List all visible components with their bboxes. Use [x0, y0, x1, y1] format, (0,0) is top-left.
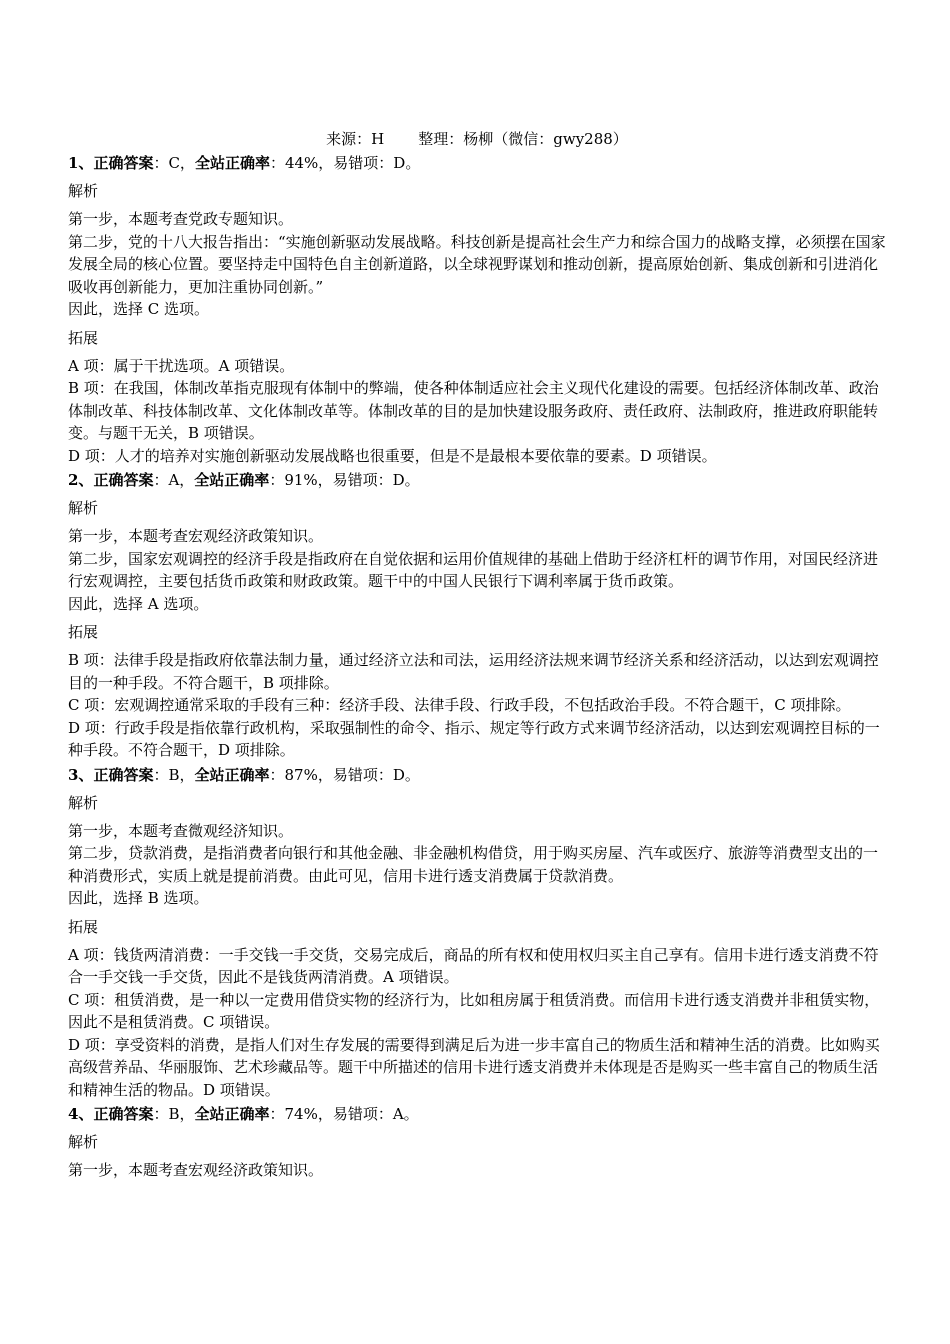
- question-block: [68, 1103, 886, 1182]
- analysis-paragraph: 第二步，国家宏观调控的经济手段是指政府在自觉依据和运用价值规律的基础上借助于经济杠杆的调节作用，对国民经济进行宏观调控，主要包括货币政策和财政政策。题干中的中国人民银行下调利率属于货币政策。: [68, 549, 879, 590]
- analysis-paragraph: 因此，选择 A 选项。: [68, 594, 209, 613]
- extension-paragraph: D 项：行政手段是指依靠行政机构，采取强制性的命令、指示、规定等行政方式来调节经济活动，以达到宏观调控目标的一种手段。不符合题干，D 项排除。: [68, 718, 880, 759]
- extension-paragraph: A 项：属于干扰选项。A 项错误。: [68, 356, 295, 375]
- extension-heading: 拓展: [68, 917, 99, 936]
- extension-paragraph: A 项：钱货两清消费：一手交钱一手交货，交易完成后，商品的所有权和使用权归买主自己享有。信用卡进行透支消费不符合一手交钱一手交货，因此不是钱货两清消费。A 项错误。: [68, 945, 879, 986]
- accuracy-value: ：74%，易错项：A。: [269, 1105, 419, 1123]
- extension-heading: 拓展: [68, 623, 99, 641]
- extension-paragraph: D 项：享受资料的消费，是指人们对生存发展的需要得到满足后为进一步丰富自己的物质生活和精神生活的消费。比如购买高级营养品、华丽服饰、艺术珍藏品等。题干中所描述的信用卡进行透支消费并未体现是否是购买一些丰富自己的物质生活和精神生活的物品。D 项错误。: [68, 1035, 880, 1099]
- question-number: 2、: [68, 471, 94, 489]
- analysis-heading: 解析: [68, 499, 99, 517]
- question-block: [68, 469, 886, 762]
- analysis-paragraph: 第二步，贷款消费，是指消费者向银行和其他金融、非金融机构借贷，用于购买房屋、汽车或医疗、旅游等消费型支出的一种消费形式，实质上就是提前消费。由此可见，信用卡进行透支消费属于贷款消费。: [68, 844, 879, 885]
- analysis-heading: 解析: [68, 182, 99, 200]
- answer-line: [68, 764, 886, 786]
- extension-paragraph: D 项：人才的培养对实施创新驱动发展战略也很重要，但是不是最根本要依靠的要素。D 项错误。: [68, 446, 717, 465]
- correct-answer-value: ：B，: [153, 1105, 195, 1123]
- accuracy-label: 全站正确率: [194, 1105, 270, 1123]
- extension-paragraph: C 项：租赁消费，是一种以一定费用借贷实物的经济行为，比如租房属于租赁消费。而信用卡进行透支消费并非租赁实物，因此不是租赁消费。C 项错误。: [68, 990, 880, 1031]
- accuracy-value: ：44%，易错项：D。: [269, 154, 421, 172]
- correct-answer-value: ：B，: [153, 765, 195, 784]
- source-text: 来源：H: [326, 130, 385, 148]
- question-block: [68, 152, 886, 467]
- accuracy-value: ：87%，易错项：D。: [269, 765, 420, 784]
- analysis-heading: 解析: [68, 793, 99, 812]
- accuracy-label: 全站正确率: [194, 154, 270, 172]
- answer-line: [68, 1103, 886, 1125]
- analysis-paragraph: 第一步，本题考查宏观经济政策知识。: [68, 1161, 324, 1179]
- editor-text: 整理：杨柳（微信：gwy288）: [418, 130, 628, 148]
- extension-paragraph: B 项：在我国，体制改革指克服现有体制中的弊端，使各种体制适应社会主义现代化建设的需要。包括经济体制改革、政治体制改革、科技体制改革、文化体制改革等。体制改革的目的是加快建设服务政府、责任政府、法制政府，推进政府职能转变。与题干无关，B 项错误。: [68, 379, 879, 442]
- correct-answer-label: 正确答案: [93, 1105, 154, 1123]
- correct-answer-label: 正确答案: [93, 765, 154, 784]
- extension-paragraph: B 项：法律手段是指政府依靠法制力量，通过经济立法和司法，运用经济法规来调节经济关系和经济活动，以达到宏观调控目的一种手段。不符合题干，B 项排除。: [68, 651, 879, 692]
- accuracy-label: 全站正确率: [194, 471, 270, 489]
- analysis-paragraph: 第一步，本题考查宏观经济政策知识。: [68, 527, 324, 545]
- analysis-paragraph: 第一步，本题考查微观经济知识。: [68, 821, 294, 840]
- question-list: [68, 152, 886, 1182]
- document-page: [68, 128, 886, 1182]
- extension-heading: 拓展: [68, 328, 99, 347]
- correct-answer-value: ：A，: [153, 471, 195, 489]
- analysis-paragraph: 因此，选择 B 选项。: [68, 889, 209, 907]
- document-header: [68, 128, 886, 150]
- question-number: 3、: [68, 765, 94, 784]
- correct-answer-label: 正确答案: [93, 154, 154, 172]
- answer-line: [68, 469, 886, 491]
- question-number: 1、: [68, 154, 94, 172]
- question-number: 4、: [68, 1105, 94, 1123]
- correct-answer-value: ：C，: [153, 154, 195, 172]
- answer-line: [68, 152, 886, 174]
- correct-answer-label: 正确答案: [93, 471, 154, 489]
- extension-paragraph: C 项：宏观调控通常采取的手段有三种：经济手段、法律手段、行政手段，不包括政治手段。不符合题干，C 项排除。: [68, 696, 851, 714]
- analysis-paragraph: 第一步，本题考查党政专题知识。: [68, 210, 294, 228]
- analysis-heading: 解析: [68, 1133, 99, 1151]
- accuracy-label: 全站正确率: [194, 765, 270, 784]
- question-block: [68, 764, 886, 1102]
- accuracy-value: ：91%，易错项：D。: [269, 471, 420, 489]
- analysis-paragraph: 因此，选择 C 选项。: [68, 300, 210, 318]
- analysis-paragraph: 第二步，党的十八大报告指出：“实施创新驱动发展战略。科技创新是提高社会生产力和综合国力的战略支撑，必须摆在国家发展全局的核心位置。要坚持走中国特色自主创新道路，以全球视野谋划和推动创新，提高原始创新、集成创新和引进消化吸收再创新能力，更加注重协同创新。”: [68, 232, 886, 296]
